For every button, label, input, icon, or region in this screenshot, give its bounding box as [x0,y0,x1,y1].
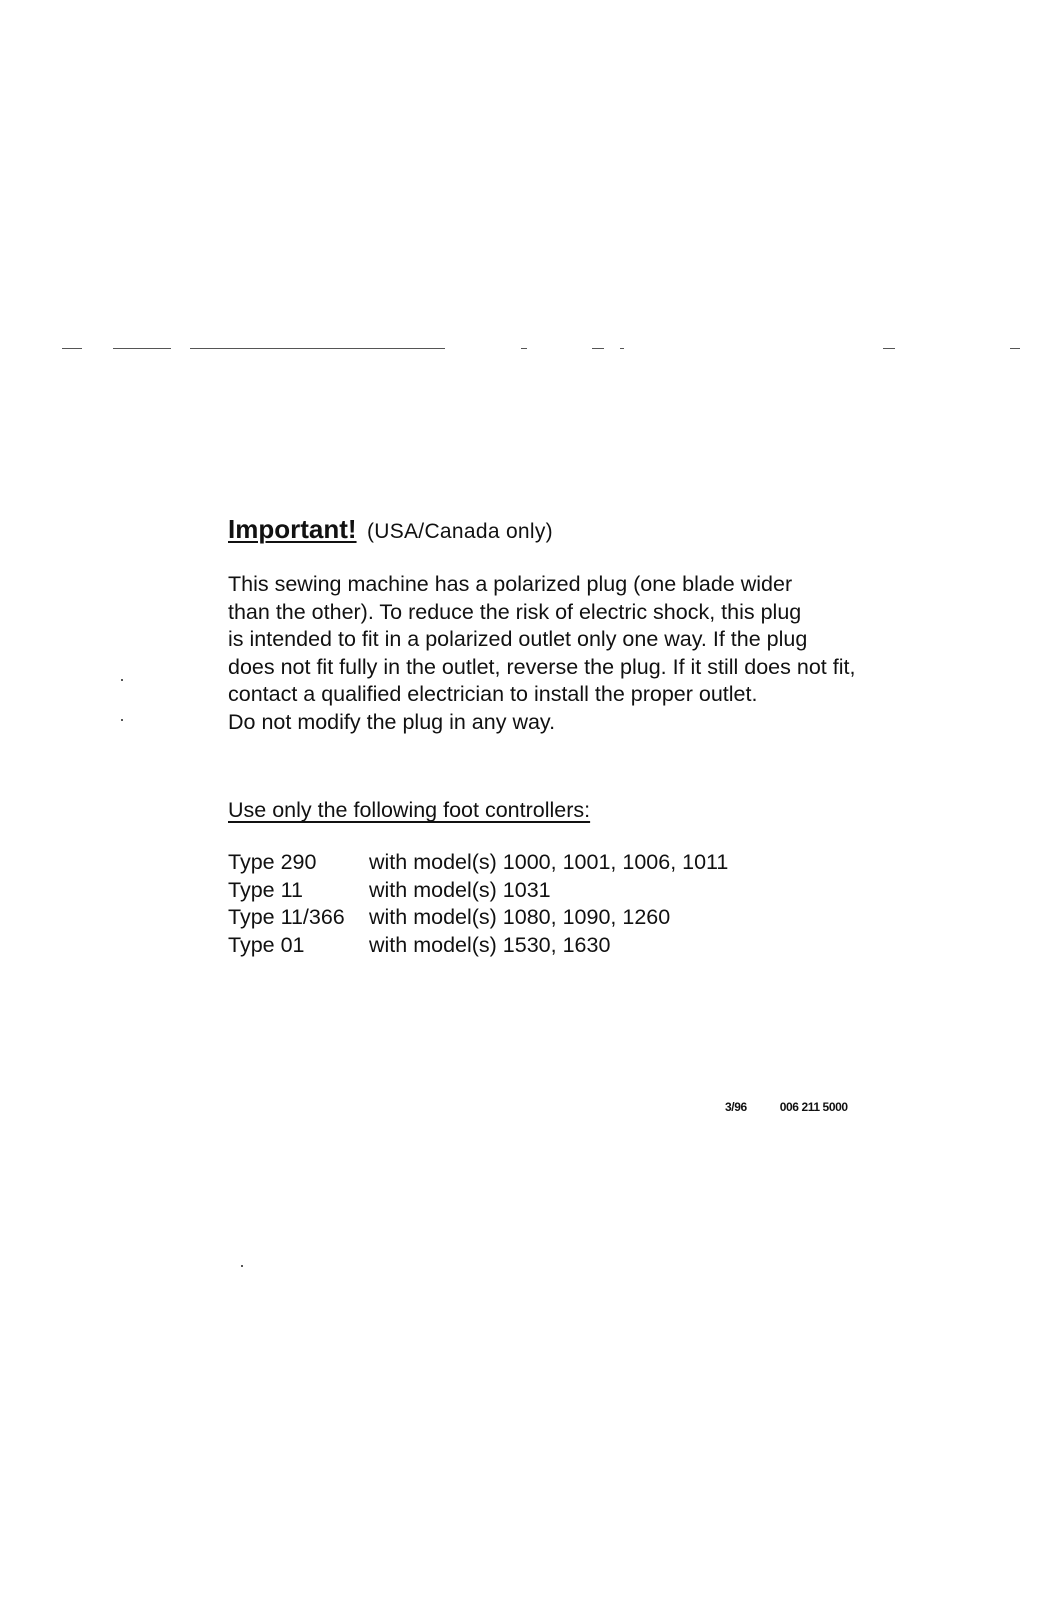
controller-models: with model(s) 1000, 1001, 1006, 1011 [369,850,729,874]
paragraph-line: This sewing machine has a polarized plug (one blade wider [228,572,793,596]
controller-models: with model(s) 1031 [369,877,551,902]
controller-type: Type 290 [228,850,317,874]
controller-models: with model(s) 1530, 1630 [369,932,611,957]
notice-heading [228,514,988,547]
document-footer [725,1100,848,1114]
table-row [228,849,728,877]
paragraph-line: does not fit fully in the outlet, reverse the plug. If it still does not fit, [228,654,856,679]
important-heading: Important! [228,514,357,544]
polarized-plug-paragraph [228,571,988,736]
region-note: (USA/Canada only) [366,520,553,543]
table-row [228,932,728,960]
paragraph-line: than the other). To reduce the risk of electric shock, this plug [228,599,802,624]
controllers-heading: Use only the following foot controllers: [228,798,591,822]
paragraph-line: contact a qualified electrician to install the proper outlet. [228,682,758,706]
notice-content [228,514,988,959]
controller-type: Type 11 [228,877,303,902]
controller-type: Type 11/366 [228,905,345,929]
controller-models: with model(s) 1080, 1090, 1260 [369,905,671,929]
paragraph-line: is intended to fit in a polarized outlet only one way. If the plug [228,627,808,651]
date-code: 3/96 [725,1100,747,1114]
table-row [228,877,728,905]
controller-type: Type 01 [228,932,305,957]
table-row [228,904,728,932]
paragraph-line: Do not modify the plug in any way. [228,709,556,734]
part-number: 006 211 5000 [779,1100,848,1114]
controllers-table [228,849,728,959]
